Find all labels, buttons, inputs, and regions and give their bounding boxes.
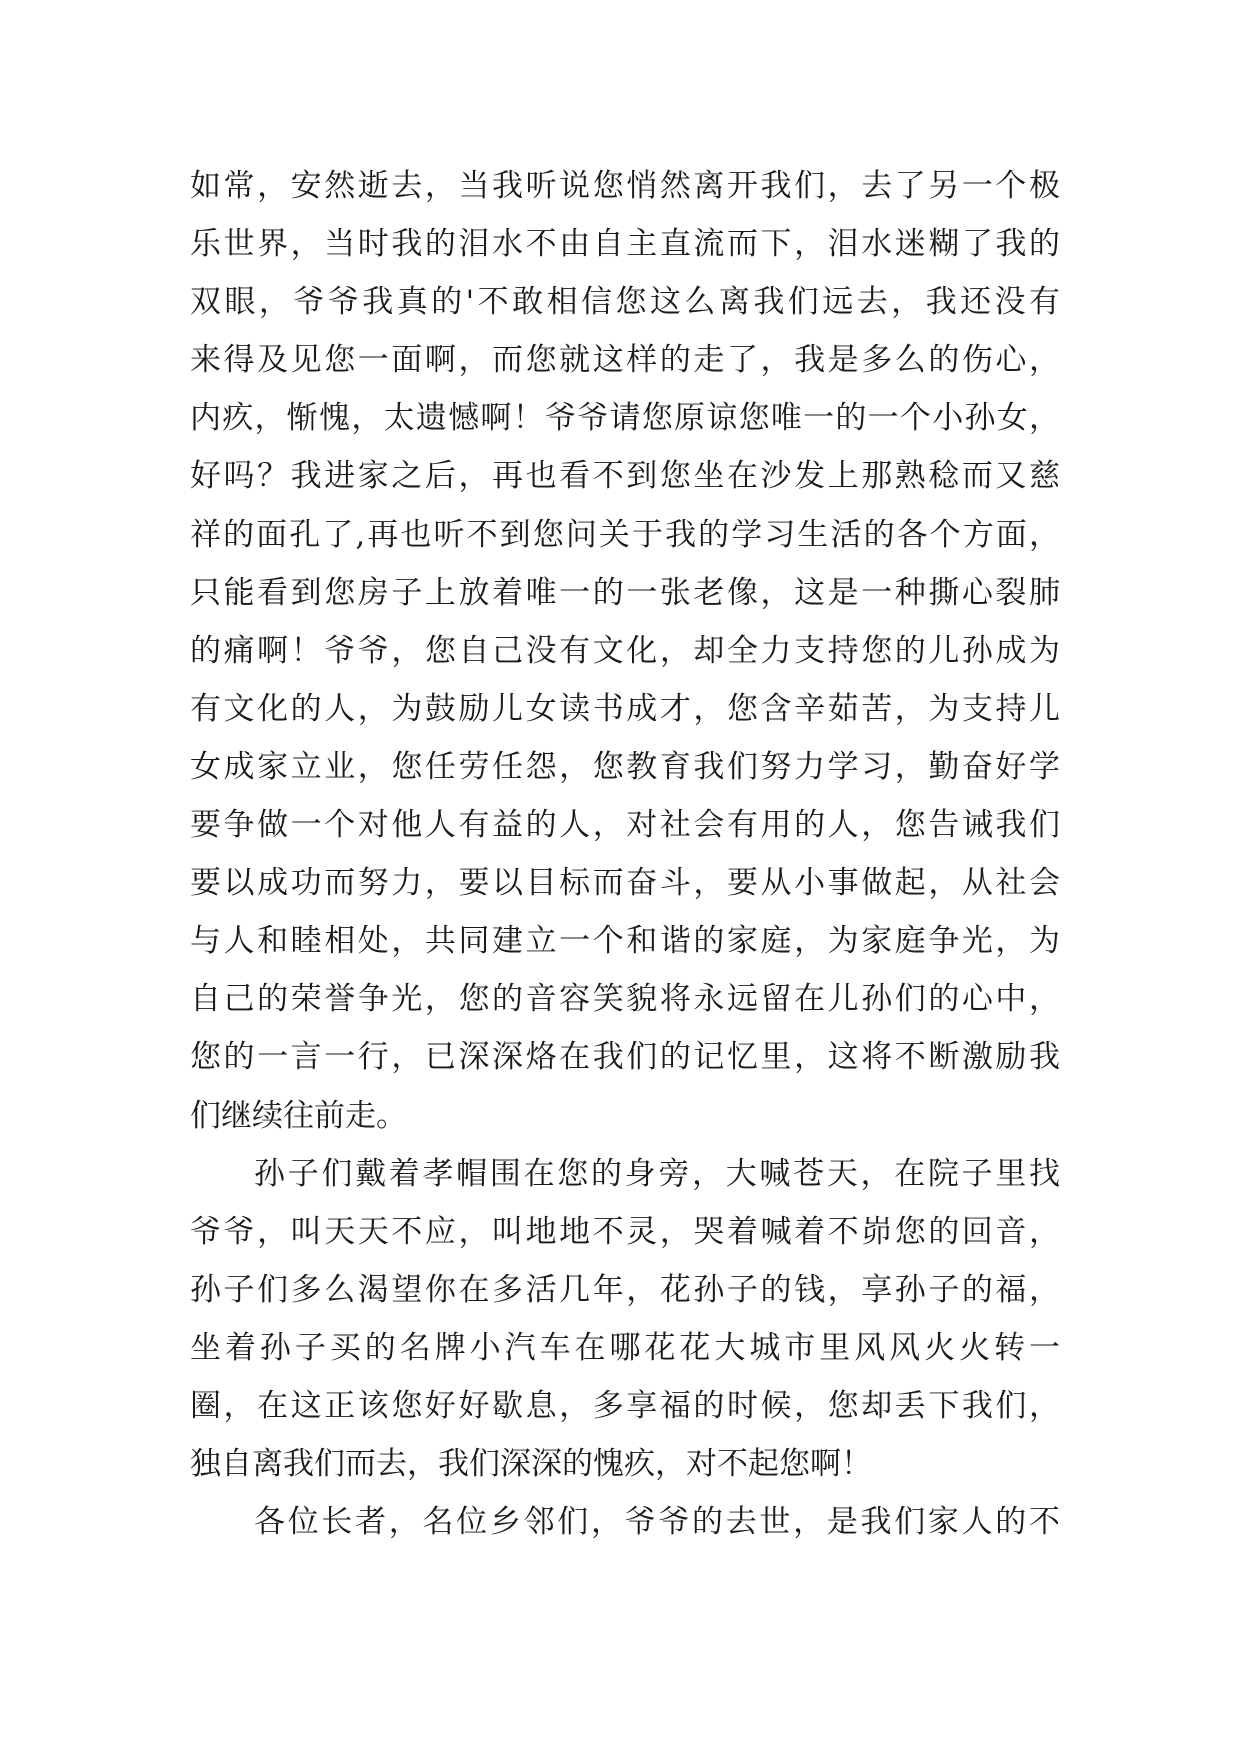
paragraph <box>190 1145 1060 1494</box>
paragraph <box>190 1493 1060 1551</box>
text-line: 各位长者，名位乡邻们，爷爷的去世，是我们家人的不 <box>254 1504 1060 1541</box>
text-line: 与人和睦相处，共同建立一个和谐的家庭，为家庭争光，为 <box>190 923 1060 960</box>
text-line: 要争做一个对他人有益的人，对社会有用的人，您告诫我们 <box>190 807 1060 844</box>
text-line: 女成家立业，您任劳任怨，您教育我们努力学习，勤奋好学 <box>190 748 1060 785</box>
text-line: 的痛啊！爷爷，您自己没有文化，却全力支持您的儿孙成为 <box>190 632 1060 669</box>
body-text <box>190 157 1060 1551</box>
text-line: 们继续往前走。 <box>190 1097 407 1134</box>
text-line: 只能看到您房子上放着唯一的一张老像，这是一种撕心裂肺 <box>190 574 1060 611</box>
text-line: 独自离我们而去，我们深深的愧疚，对不起您啊！ <box>190 1446 872 1483</box>
text-line: 乐世界，当时我的泪水不由自主直流而下，泪水迷糊了我的 <box>190 226 1060 263</box>
text-line: 孙子们多么渴望你在多活几年，花孙子的钱，享孙子的福， <box>190 1271 1060 1308</box>
text-line: 内疚，惭愧，太遗憾啊！爷爷请您原谅您唯一的一个小孙女， <box>190 400 1060 437</box>
text-line: 有文化的人，为鼓励儿女读书成才，您含辛茹苦，为支持儿 <box>190 690 1060 727</box>
text-line: 祥的面孔了,再也听不到您问关于我的学习生活的各个方面， <box>190 516 1060 553</box>
text-line: 要以成功而努力，要以目标而奋斗，要从小事做起，从社会 <box>190 865 1060 902</box>
text-line: 自己的荣誉争光，您的音容笑貌将永远留在儿孙们的心中， <box>190 981 1060 1018</box>
text-line: 双眼，爷爷我真的'不敢相信您这么离我们远去，我还没有 <box>190 284 1060 321</box>
text-line: 爷爷，叫天天不应，叫地地不灵，哭着喊着不峁您的回音， <box>190 1213 1060 1250</box>
text-line: 坐着孙子买的名牌小汽车在哪花花大城市里风风火火转一 <box>190 1329 1060 1366</box>
text-line: 来得及见您一面啊，而您就这样的走了，我是多么的伤心， <box>190 342 1060 379</box>
paragraph <box>190 157 1060 1145</box>
text-line: 圈，在这正该您好好歇息，多享福的时候，您却丢下我们， <box>190 1387 1060 1424</box>
text-line: 孙子们戴着孝帽围在您的身旁，大喊苍天，在院子里找 <box>254 1155 1060 1192</box>
text-line: 您的一言一行，已深深烙在我们的记忆里，这将不断激励我 <box>190 1039 1060 1076</box>
text-line: 好吗？我进家之后，再也看不到您坐在沙发上那熟稔而又慈 <box>190 458 1060 495</box>
text-line: 如常，安然逝去，当我听说您悄然离开我们，去了另一个极 <box>190 168 1060 204</box>
